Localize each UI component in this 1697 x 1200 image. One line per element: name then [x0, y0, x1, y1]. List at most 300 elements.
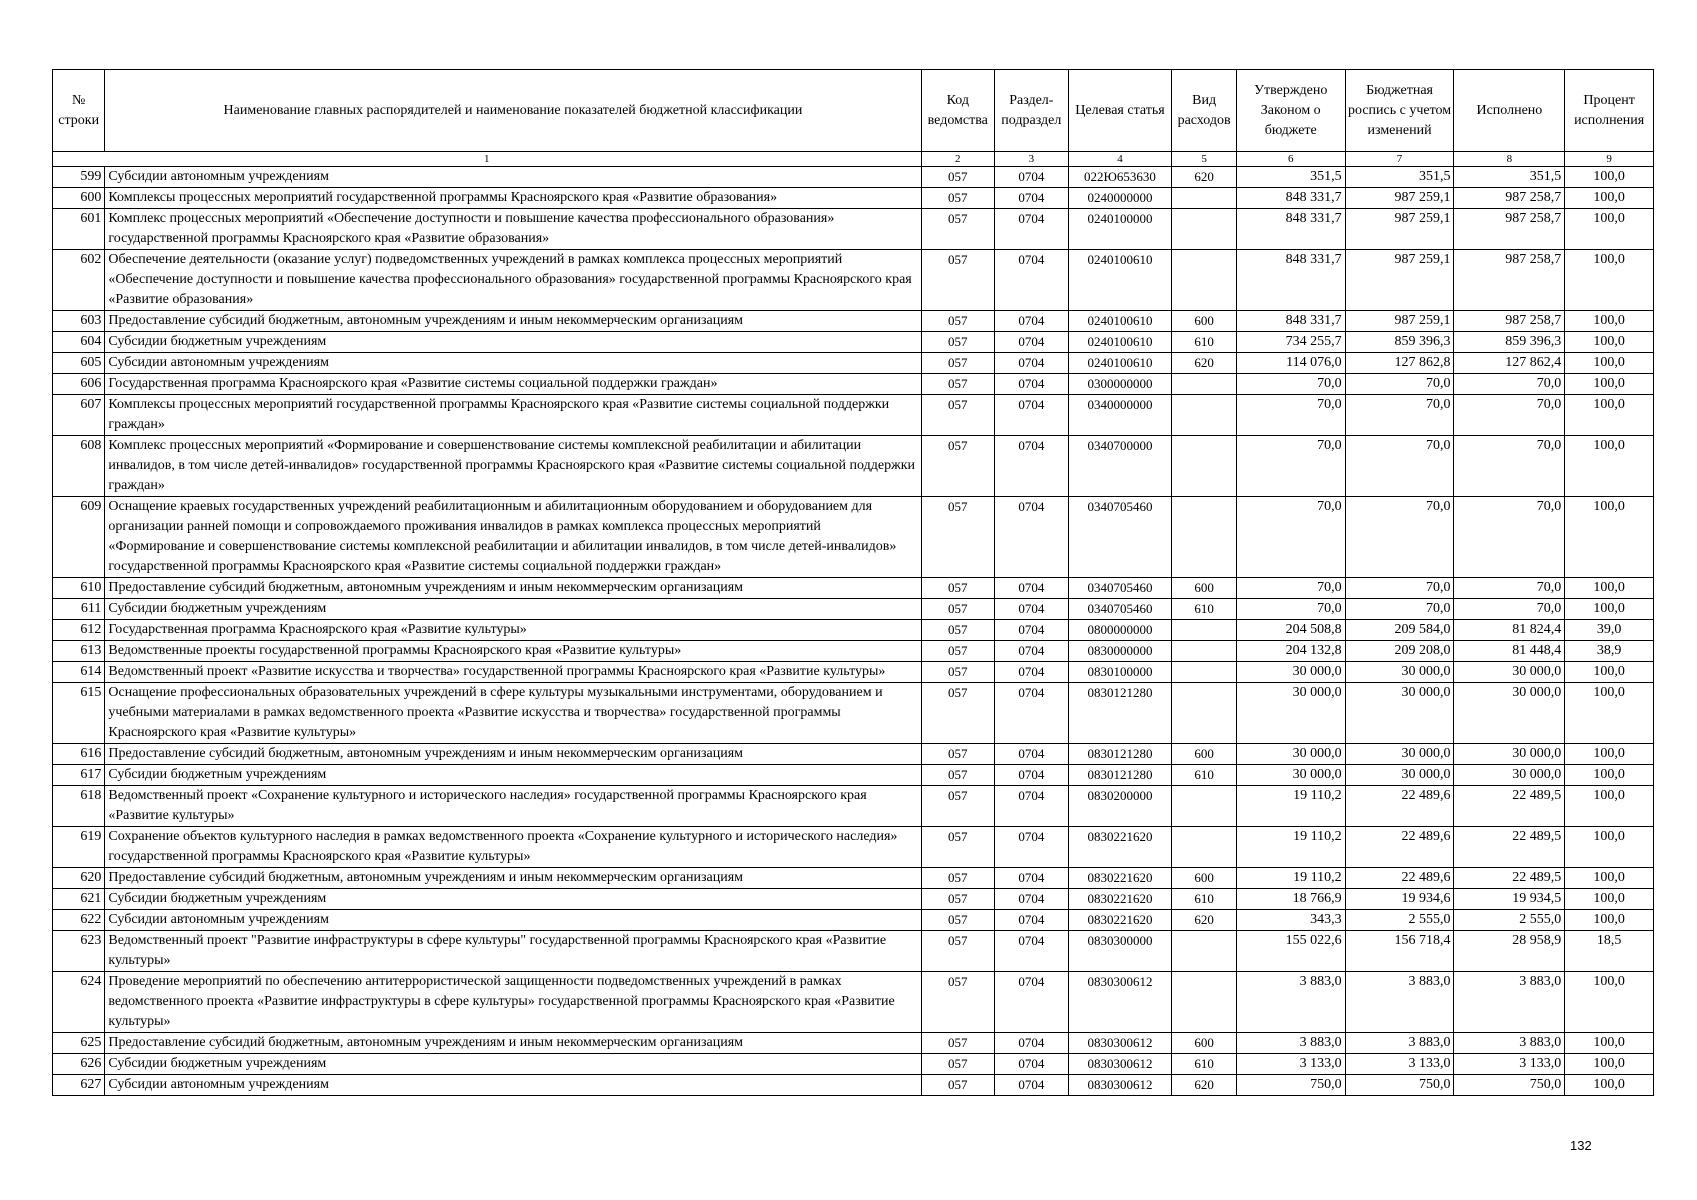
row-number: 617: [53, 765, 105, 786]
budget-schedule-amount: 30 000,0: [1345, 662, 1454, 683]
execution-percent: 39,0: [1565, 620, 1654, 641]
budget-schedule-amount: 987 259,1: [1345, 311, 1454, 332]
header-executed: Исполнено: [1454, 70, 1565, 152]
section-code: 0704: [995, 1075, 1069, 1096]
approved-amount: 750,0: [1236, 1075, 1345, 1096]
expense-type-code: 620: [1172, 910, 1236, 931]
row-name: Субсидии бюджетным учреждениям: [105, 599, 921, 620]
row-number: 611: [53, 599, 105, 620]
table-row: [53, 683, 1654, 744]
budget-schedule-amount: 987 259,1: [1345, 209, 1454, 250]
approved-amount: 114 076,0: [1236, 353, 1345, 374]
department-code: 057: [921, 765, 995, 786]
executed-amount: 30 000,0: [1454, 744, 1565, 765]
row-name: Предоставление субсидий бюджетным, автономным учреждениям и иным некоммерческим организациям: [105, 311, 921, 332]
target-article-code: 0240100610: [1068, 332, 1172, 353]
section-code: 0704: [995, 167, 1069, 188]
table-row: [53, 827, 1654, 868]
section-code: 0704: [995, 786, 1069, 827]
row-name: Комплекс процессных мероприятий «Формирование и совершенствование системы комплексной реабилитации и абилитации инвалидов, в том числе детей-инвалидов» государственной программы Красноярского края «Развитие системы социальной поддержки граждан»: [105, 436, 921, 497]
row-name: Субсидии бюджетным учреждениям: [105, 332, 921, 353]
approved-amount: 204 132,8: [1236, 641, 1345, 662]
executed-amount: 81 448,4: [1454, 641, 1565, 662]
row-number: 616: [53, 744, 105, 765]
approved-amount: 70,0: [1236, 497, 1345, 578]
target-article-code: 022Ю653630: [1068, 167, 1172, 188]
expense-type-code: [1172, 931, 1236, 972]
page-number: 132: [1570, 1138, 1592, 1153]
execution-percent: 100,0: [1565, 1033, 1654, 1054]
section-code: 0704: [995, 311, 1069, 332]
table-row: [53, 167, 1654, 188]
section-code: 0704: [995, 641, 1069, 662]
section-code: 0704: [995, 744, 1069, 765]
execution-percent: 100,0: [1565, 972, 1654, 1033]
target-article-code: 0830121280: [1068, 683, 1172, 744]
target-article-code: 0300000000: [1068, 374, 1172, 395]
row-number: 608: [53, 436, 105, 497]
table-row: [53, 786, 1654, 827]
expense-type-code: 600: [1172, 311, 1236, 332]
execution-percent: 100,0: [1565, 662, 1654, 683]
department-code: 057: [921, 972, 995, 1033]
execution-percent: 100,0: [1565, 436, 1654, 497]
department-code: 057: [921, 889, 995, 910]
target-article-code: 0340000000: [1068, 395, 1172, 436]
execution-percent: 38,9: [1565, 641, 1654, 662]
expense-type-code: 620: [1172, 1075, 1236, 1096]
expense-type-code: [1172, 395, 1236, 436]
column-number: 5: [1172, 152, 1236, 167]
target-article-code: 0830200000: [1068, 786, 1172, 827]
approved-amount: 70,0: [1236, 395, 1345, 436]
budget-schedule-amount: 30 000,0: [1345, 744, 1454, 765]
column-number: 3: [995, 152, 1069, 167]
section-code: 0704: [995, 765, 1069, 786]
department-code: 057: [921, 436, 995, 497]
table-row: [53, 972, 1654, 1033]
row-name: Ведомственный проект «Развитие искусства и творчества» государственной программы Красноярского края «Развитие культуры»: [105, 662, 921, 683]
table-row: [53, 374, 1654, 395]
expense-type-code: 610: [1172, 1054, 1236, 1075]
expense-type-code: [1172, 641, 1236, 662]
section-code: 0704: [995, 578, 1069, 599]
row-number: 610: [53, 578, 105, 599]
table-row: [53, 250, 1654, 311]
target-article-code: 0830300612: [1068, 972, 1172, 1033]
row-number: 623: [53, 931, 105, 972]
target-article-code: 0240100000: [1068, 209, 1172, 250]
row-name: Оснащение краевых государственных учреждений реабилитационным и абилитационным оборудованием и оборудованием для организации ранней помощи и сопровождаемого проживания инвалидов в рамках комплекса процессных мероприятий «Формирование и совершенствование системы комплексной реабилитации и абилитации инвалидов, в том числе детей-инвалидов» государственной программы Красноярского края «Развитие системы социальной поддержки граждан»: [105, 497, 921, 578]
execution-percent: 18,5: [1565, 931, 1654, 972]
expense-type-code: 600: [1172, 744, 1236, 765]
table-row: [53, 332, 1654, 353]
header-budget-schedule: Бюджетная роспись с учетом изменений: [1345, 70, 1454, 152]
section-code: 0704: [995, 662, 1069, 683]
expense-type-code: [1172, 683, 1236, 744]
target-article-code: 0340700000: [1068, 436, 1172, 497]
expense-type-code: 600: [1172, 578, 1236, 599]
row-number: 607: [53, 395, 105, 436]
table-row: [53, 436, 1654, 497]
header-section: Раздел-подраздел: [995, 70, 1069, 152]
row-number: 600: [53, 188, 105, 209]
expense-type-code: 610: [1172, 765, 1236, 786]
executed-amount: 2 555,0: [1454, 910, 1565, 931]
column-number: 1: [53, 152, 922, 167]
header-name: Наименование главных распорядителей и наименование показателей бюджетной классификации: [105, 70, 921, 152]
execution-percent: 100,0: [1565, 209, 1654, 250]
execution-percent: 100,0: [1565, 683, 1654, 744]
approved-amount: 30 000,0: [1236, 662, 1345, 683]
row-name: Субсидии автономным учреждениям: [105, 910, 921, 931]
column-number: 2: [921, 152, 995, 167]
execution-percent: 100,0: [1565, 188, 1654, 209]
row-name: Комплексы процессных мероприятий государственной программы Красноярского края «Развитие системы социальной поддержки граждан»: [105, 395, 921, 436]
expense-type-code: [1172, 436, 1236, 497]
executed-amount: 987 258,7: [1454, 188, 1565, 209]
row-number: 625: [53, 1033, 105, 1054]
budget-schedule-amount: 209 208,0: [1345, 641, 1454, 662]
budget-schedule-amount: 22 489,6: [1345, 786, 1454, 827]
table-row: [53, 868, 1654, 889]
executed-amount: 30 000,0: [1454, 683, 1565, 744]
target-article-code: 0830121280: [1068, 744, 1172, 765]
budget-schedule-amount: 156 718,4: [1345, 931, 1454, 972]
section-code: 0704: [995, 1033, 1069, 1054]
row-name: Государственная программа Красноярского края «Развитие системы социальной поддержки граждан»: [105, 374, 921, 395]
executed-amount: 70,0: [1454, 436, 1565, 497]
department-code: 057: [921, 497, 995, 578]
executed-amount: 987 258,7: [1454, 250, 1565, 311]
executed-amount: 28 958,9: [1454, 931, 1565, 972]
executed-amount: 987 258,7: [1454, 311, 1565, 332]
department-code: 057: [921, 910, 995, 931]
approved-amount: 70,0: [1236, 374, 1345, 395]
execution-percent: 100,0: [1565, 374, 1654, 395]
section-code: 0704: [995, 332, 1069, 353]
target-article-code: 0340705460: [1068, 599, 1172, 620]
row-number: 615: [53, 683, 105, 744]
table-row: [53, 209, 1654, 250]
section-code: 0704: [995, 374, 1069, 395]
department-code: 057: [921, 188, 995, 209]
row-name: Комплекс процессных мероприятий «Обеспечение доступности и повышение качества профессионального образования» государственной программы Красноярского края «Развитие образования»: [105, 209, 921, 250]
department-code: 057: [921, 827, 995, 868]
table-row: [53, 765, 1654, 786]
execution-percent: 100,0: [1565, 910, 1654, 931]
budget-schedule-amount: 987 259,1: [1345, 188, 1454, 209]
department-code: 057: [921, 167, 995, 188]
target-article-code: 0830100000: [1068, 662, 1172, 683]
department-code: 057: [921, 662, 995, 683]
row-name: Ведомственный проект «Сохранение культурного и исторического наследия» государственной программы Красноярского края «Развитие культуры»: [105, 786, 921, 827]
section-code: 0704: [995, 620, 1069, 641]
executed-amount: 30 000,0: [1454, 662, 1565, 683]
header-target-article: Целевая статья: [1068, 70, 1172, 152]
expense-type-code: 620: [1172, 353, 1236, 374]
table-row: [53, 620, 1654, 641]
table-row: [53, 1075, 1654, 1096]
table-row: [53, 1054, 1654, 1075]
executed-amount: 81 824,4: [1454, 620, 1565, 641]
executed-amount: 750,0: [1454, 1075, 1565, 1096]
row-number: 603: [53, 311, 105, 332]
row-number: 620: [53, 868, 105, 889]
executed-amount: 22 489,5: [1454, 827, 1565, 868]
target-article-code: 0240100610: [1068, 311, 1172, 332]
executed-amount: 30 000,0: [1454, 765, 1565, 786]
target-article-code: 0830221620: [1068, 889, 1172, 910]
executed-amount: 3 883,0: [1454, 1033, 1565, 1054]
execution-percent: 100,0: [1565, 578, 1654, 599]
target-article-code: 0830300000: [1068, 931, 1172, 972]
execution-percent: 100,0: [1565, 744, 1654, 765]
expense-type-code: [1172, 662, 1236, 683]
row-number: 626: [53, 1054, 105, 1075]
target-article-code: 0340705460: [1068, 578, 1172, 599]
department-code: 057: [921, 931, 995, 972]
department-code: 057: [921, 599, 995, 620]
target-article-code: 0830221620: [1068, 827, 1172, 868]
row-number: 619: [53, 827, 105, 868]
approved-amount: 19 110,2: [1236, 827, 1345, 868]
row-name: Государственная программа Красноярского края «Развитие культуры»: [105, 620, 921, 641]
section-code: 0704: [995, 250, 1069, 311]
row-number: 622: [53, 910, 105, 931]
row-number: 604: [53, 332, 105, 353]
execution-percent: 100,0: [1565, 250, 1654, 311]
department-code: 057: [921, 868, 995, 889]
header-expense-type: Вид расходов: [1172, 70, 1236, 152]
executed-amount: 351,5: [1454, 167, 1565, 188]
target-article-code: 0340705460: [1068, 497, 1172, 578]
target-article-code: 0830300612: [1068, 1033, 1172, 1054]
approved-amount: 848 331,7: [1236, 311, 1345, 332]
executed-amount: 987 258,7: [1454, 209, 1565, 250]
execution-percent: 100,0: [1565, 497, 1654, 578]
execution-percent: 100,0: [1565, 599, 1654, 620]
budget-schedule-amount: 3 883,0: [1345, 972, 1454, 1033]
header-department-code: Код ведомства: [921, 70, 995, 152]
row-name: Предоставление субсидий бюджетным, автономным учреждениям и иным некоммерческим организациям: [105, 868, 921, 889]
column-number: 4: [1068, 152, 1172, 167]
approved-amount: 3 883,0: [1236, 972, 1345, 1033]
executed-amount: 127 862,4: [1454, 353, 1565, 374]
column-number: 9: [1565, 152, 1654, 167]
budget-schedule-amount: 22 489,6: [1345, 827, 1454, 868]
table-row: [53, 889, 1654, 910]
execution-percent: 100,0: [1565, 1075, 1654, 1096]
execution-percent: 100,0: [1565, 395, 1654, 436]
approved-amount: 70,0: [1236, 578, 1345, 599]
department-code: 057: [921, 374, 995, 395]
budget-schedule-amount: 351,5: [1345, 167, 1454, 188]
row-name: Субсидии бюджетным учреждениям: [105, 765, 921, 786]
expense-type-code: [1172, 374, 1236, 395]
approved-amount: 19 110,2: [1236, 786, 1345, 827]
expense-type-code: 610: [1172, 599, 1236, 620]
approved-amount: 848 331,7: [1236, 250, 1345, 311]
budget-schedule-amount: 22 489,6: [1345, 868, 1454, 889]
budget-schedule-amount: 70,0: [1345, 395, 1454, 436]
executed-amount: 70,0: [1454, 395, 1565, 436]
section-code: 0704: [995, 889, 1069, 910]
table-row: [53, 353, 1654, 374]
table-row: [53, 931, 1654, 972]
budget-schedule-amount: 2 555,0: [1345, 910, 1454, 931]
department-code: 057: [921, 209, 995, 250]
department-code: 057: [921, 620, 995, 641]
approved-amount: 70,0: [1236, 436, 1345, 497]
column-number-row: [53, 152, 1654, 167]
budget-schedule-amount: 70,0: [1345, 599, 1454, 620]
approved-amount: 343,3: [1236, 910, 1345, 931]
budget-schedule-amount: 70,0: [1345, 497, 1454, 578]
row-name: Обеспечение деятельности (оказание услуг) подведомственных учреждений в рамках комплекса процессных мероприятий «Обеспечение доступности и повышение качества профессионального образования» государственной программы Красноярского края «Развитие образования»: [105, 250, 921, 311]
approved-amount: 30 000,0: [1236, 765, 1345, 786]
table-body: [53, 167, 1654, 1096]
execution-percent: 100,0: [1565, 868, 1654, 889]
department-code: 057: [921, 744, 995, 765]
execution-percent: 100,0: [1565, 765, 1654, 786]
row-name: Субсидии бюджетным учреждениям: [105, 889, 921, 910]
row-number: 602: [53, 250, 105, 311]
budget-schedule-amount: 209 584,0: [1345, 620, 1454, 641]
department-code: 057: [921, 786, 995, 827]
section-code: 0704: [995, 436, 1069, 497]
executed-amount: 22 489,5: [1454, 868, 1565, 889]
approved-amount: 848 331,7: [1236, 209, 1345, 250]
expense-type-code: 600: [1172, 1033, 1236, 1054]
section-code: 0704: [995, 395, 1069, 436]
row-number: 601: [53, 209, 105, 250]
execution-percent: 100,0: [1565, 1054, 1654, 1075]
table-row: [53, 910, 1654, 931]
row-number: 605: [53, 353, 105, 374]
target-article-code: 0800000000: [1068, 620, 1172, 641]
row-number: 614: [53, 662, 105, 683]
approved-amount: 19 110,2: [1236, 868, 1345, 889]
expense-type-code: [1172, 786, 1236, 827]
expense-type-code: 620: [1172, 167, 1236, 188]
expense-type-code: [1172, 209, 1236, 250]
department-code: 057: [921, 683, 995, 744]
approved-amount: 70,0: [1236, 599, 1345, 620]
section-code: 0704: [995, 1054, 1069, 1075]
expense-type-code: [1172, 972, 1236, 1033]
approved-amount: 30 000,0: [1236, 744, 1345, 765]
section-code: 0704: [995, 931, 1069, 972]
approved-amount: 30 000,0: [1236, 683, 1345, 744]
row-number: 612: [53, 620, 105, 641]
section-code: 0704: [995, 209, 1069, 250]
expense-type-code: 600: [1172, 868, 1236, 889]
row-number: 606: [53, 374, 105, 395]
budget-schedule-amount: 127 862,8: [1345, 353, 1454, 374]
target-article-code: 0830121280: [1068, 765, 1172, 786]
expense-type-code: 610: [1172, 332, 1236, 353]
table-row: [53, 744, 1654, 765]
execution-percent: 100,0: [1565, 332, 1654, 353]
header-row-number: № строки: [53, 70, 105, 152]
row-name: Предоставление субсидий бюджетным, автономным учреждениям и иным некоммерческим организациям: [105, 744, 921, 765]
table-row: [53, 599, 1654, 620]
target-article-code: 0830300612: [1068, 1054, 1172, 1075]
executed-amount: 859 396,3: [1454, 332, 1565, 353]
execution-percent: 100,0: [1565, 786, 1654, 827]
section-code: 0704: [995, 188, 1069, 209]
approved-amount: 848 331,7: [1236, 188, 1345, 209]
row-name: Сохранение объектов культурного наследия в рамках ведомственного проекта «Сохранение культурного и исторического наследия» государственной программы Красноярского края «Развитие культуры»: [105, 827, 921, 868]
approved-amount: 3 133,0: [1236, 1054, 1345, 1075]
table-row: [53, 578, 1654, 599]
approved-amount: 351,5: [1236, 167, 1345, 188]
row-name: Ведомственные проекты государственной программы Красноярского края «Развитие культуры»: [105, 641, 921, 662]
budget-schedule-amount: 3 133,0: [1345, 1054, 1454, 1075]
executed-amount: 3 883,0: [1454, 972, 1565, 1033]
table-row: [53, 497, 1654, 578]
table-row: [53, 641, 1654, 662]
row-name: Субсидии автономным учреждениям: [105, 1075, 921, 1096]
row-number: 624: [53, 972, 105, 1033]
header-percent: Процент исполнения: [1565, 70, 1654, 152]
executed-amount: 19 934,5: [1454, 889, 1565, 910]
target-article-code: 0830221620: [1068, 868, 1172, 889]
column-number: 8: [1454, 152, 1565, 167]
row-name: Комплексы процессных мероприятий государственной программы Красноярского края «Развитие образования»: [105, 188, 921, 209]
execution-percent: 100,0: [1565, 311, 1654, 332]
section-code: 0704: [995, 972, 1069, 1033]
target-article-code: 0240100610: [1068, 250, 1172, 311]
header-approved: Утверждено Законом о бюджете: [1236, 70, 1345, 152]
header-row: [53, 70, 1654, 152]
expense-type-code: [1172, 497, 1236, 578]
budget-schedule-amount: 3 883,0: [1345, 1033, 1454, 1054]
section-code: 0704: [995, 353, 1069, 374]
expense-type-code: 610: [1172, 889, 1236, 910]
execution-percent: 100,0: [1565, 889, 1654, 910]
approved-amount: 3 883,0: [1236, 1033, 1345, 1054]
approved-amount: 204 508,8: [1236, 620, 1345, 641]
execution-percent: 100,0: [1565, 827, 1654, 868]
executed-amount: 22 489,5: [1454, 786, 1565, 827]
executed-amount: 3 133,0: [1454, 1054, 1565, 1075]
budget-schedule-amount: 70,0: [1345, 374, 1454, 395]
approved-amount: 155 022,6: [1236, 931, 1345, 972]
section-code: 0704: [995, 683, 1069, 744]
budget-schedule-amount: 70,0: [1345, 436, 1454, 497]
table-row: [53, 395, 1654, 436]
row-number: 613: [53, 641, 105, 662]
row-name: Ведомственный проект "Развитие инфраструктуры в сфере культуры" государственной программы Красноярского края «Развитие культуры»: [105, 931, 921, 972]
department-code: 057: [921, 332, 995, 353]
department-code: 057: [921, 1054, 995, 1075]
execution-percent: 100,0: [1565, 353, 1654, 374]
budget-schedule-amount: 859 396,3: [1345, 332, 1454, 353]
department-code: 057: [921, 578, 995, 599]
approved-amount: 734 255,7: [1236, 332, 1345, 353]
budget-schedule-amount: 30 000,0: [1345, 765, 1454, 786]
row-number: 627: [53, 1075, 105, 1096]
row-number: 621: [53, 889, 105, 910]
section-code: 0704: [995, 910, 1069, 931]
row-name: Субсидии бюджетным учреждениям: [105, 1054, 921, 1075]
row-number: 599: [53, 167, 105, 188]
target-article-code: 0830300612: [1068, 1075, 1172, 1096]
expense-type-code: [1172, 827, 1236, 868]
budget-schedule-amount: 70,0: [1345, 578, 1454, 599]
